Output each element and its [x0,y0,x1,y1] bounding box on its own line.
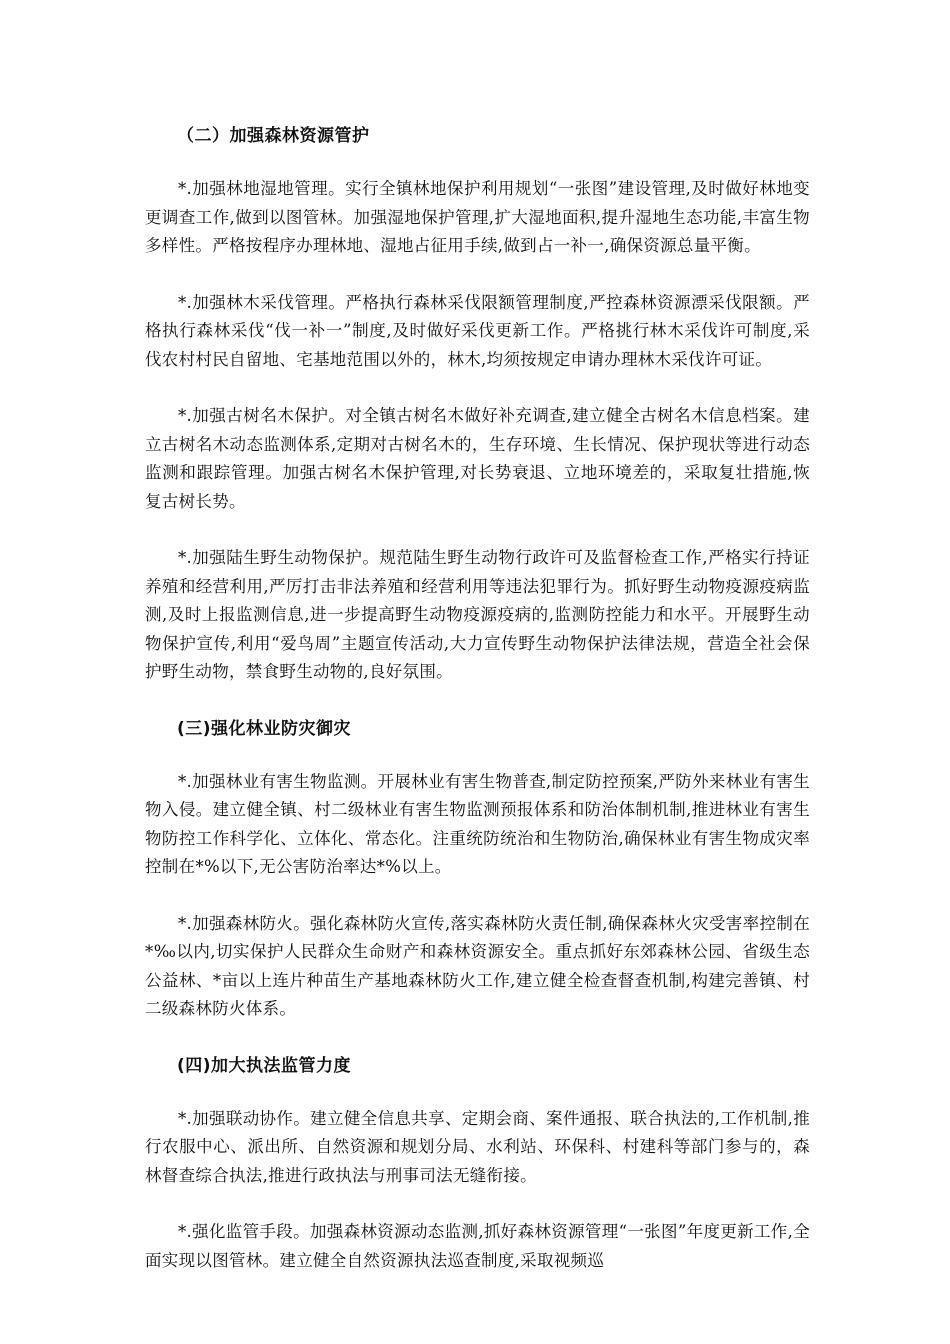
paragraph-forest-fire-prevention: *.加强森林防火。强化森林防火宣传,落实森林防火责任制,确保森林火灾受害率控制在*‰以内,切实保护人民群众生命财产和森林资源安全。重点抓好东郊森林公园、省级生态公益林、*亩以上连片种苗生产基地森林防火工作,建立健全检查督查机制,构建完善镇、村二级森林防火体系。 [145,913,810,1018]
section-heading: （二）加强森林资源管护 [177,126,370,146]
section-disaster-prevention [145,715,810,1024]
paragraph-joint-coordination: *.加强联动协作。建立健全信息共享、定期会商、案件通报、联合执法的,工作机制,推行农服中心、派出所、自然资源和规划分局、水利站、环保科、村建科等部门参与的，森林督查综合执法,推进行政执法与刑事司法无缝衔接。 [145,1108,810,1185]
section-forest-resource-protection [145,122,810,687]
paragraph-ancient-tree-protection: *.加强古树名木保护。对全镇古树名木做好补充调查,建立健全古树名木信息档案。建立古树名木动态监测体系,定期对古树名木的，生存环境、生长情况、保护现状等进行动态监测和跟踪管理。加强古树名木保护管理,对长势衰退、立地环境差的，采取复壮措施,恢复古树长势。 [145,406,810,511]
paragraph-forest-wetland-management: *.加强林地湿地管理。实行全镇林地保护利用规划“一张图”建设管理,及时做好林地变更调查工作,做到以图管林。加强湿地保护管理,扩大湿地面积,提升湿地生态功能,丰富生物多样性。严格按程序办理林地、湿地占征用手续,做到占一补一,确保资源总量平衡。 [145,179,810,255]
paragraph-wildlife-protection: *.加强陆生野生动物保护。规范陆生野生动物行政许可及监督检查工作,严格实行持证养殖和经营利用,严厉打击非法养殖和经营利用等违法犯罪行为。抓好野生动物疫源疫病监测,及时上报监测信息,进一步提高野生动物疫源疫病的,监测防控能力和水平。开展野生动物保护宣传,利用“爱鸟周”主题宣传活动,大力宣传野生动物保护法律法规，营造全社会保护野生动物，禁食野生动物的,良好氛围。 [145,548,810,681]
section-heading: (三)强化林业防灾御灾 [177,718,352,739]
paragraph-pest-monitoring: *.加强林业有害生物监测。开展林业有害生物普查,制定防控预案,严防外来林业有害生物入侵。建立健全镇、村二级林业有害生物监测预报体系和防治体制机制,推进林业有害生物防控工作科学化、立体化、常态化。注重统防统治和生物防治,确保林业有害生物成灾率控制在*%以下,无公害防治率达*%以上。 [145,771,810,876]
paragraph-logging-management: *.加强林木采伐管理。严格执行森林采伐限额管理制度,严控森林资源漂采伐限额。严格执行森林采伐“伐一补一”制度,及时做好采伐更新工作。严格挑行林木采伐许可制度,采伐农村村民自留地、宅基地范围以外的，林木,均须按规定申请办理林木采伐许可证。 [145,292,810,369]
paragraph-supervision-means: *.强化监管手段。加强森林资源动态监测,抓好森林资源管理“一张图”年度更新工作,全面实现以图管林。建立健全自然资源执法巡查制度,采取视频巡 [145,1222,810,1270]
section-heading: (四)加大执法监管力度 [177,1055,352,1076]
section-law-enforcement [145,1052,810,1276]
